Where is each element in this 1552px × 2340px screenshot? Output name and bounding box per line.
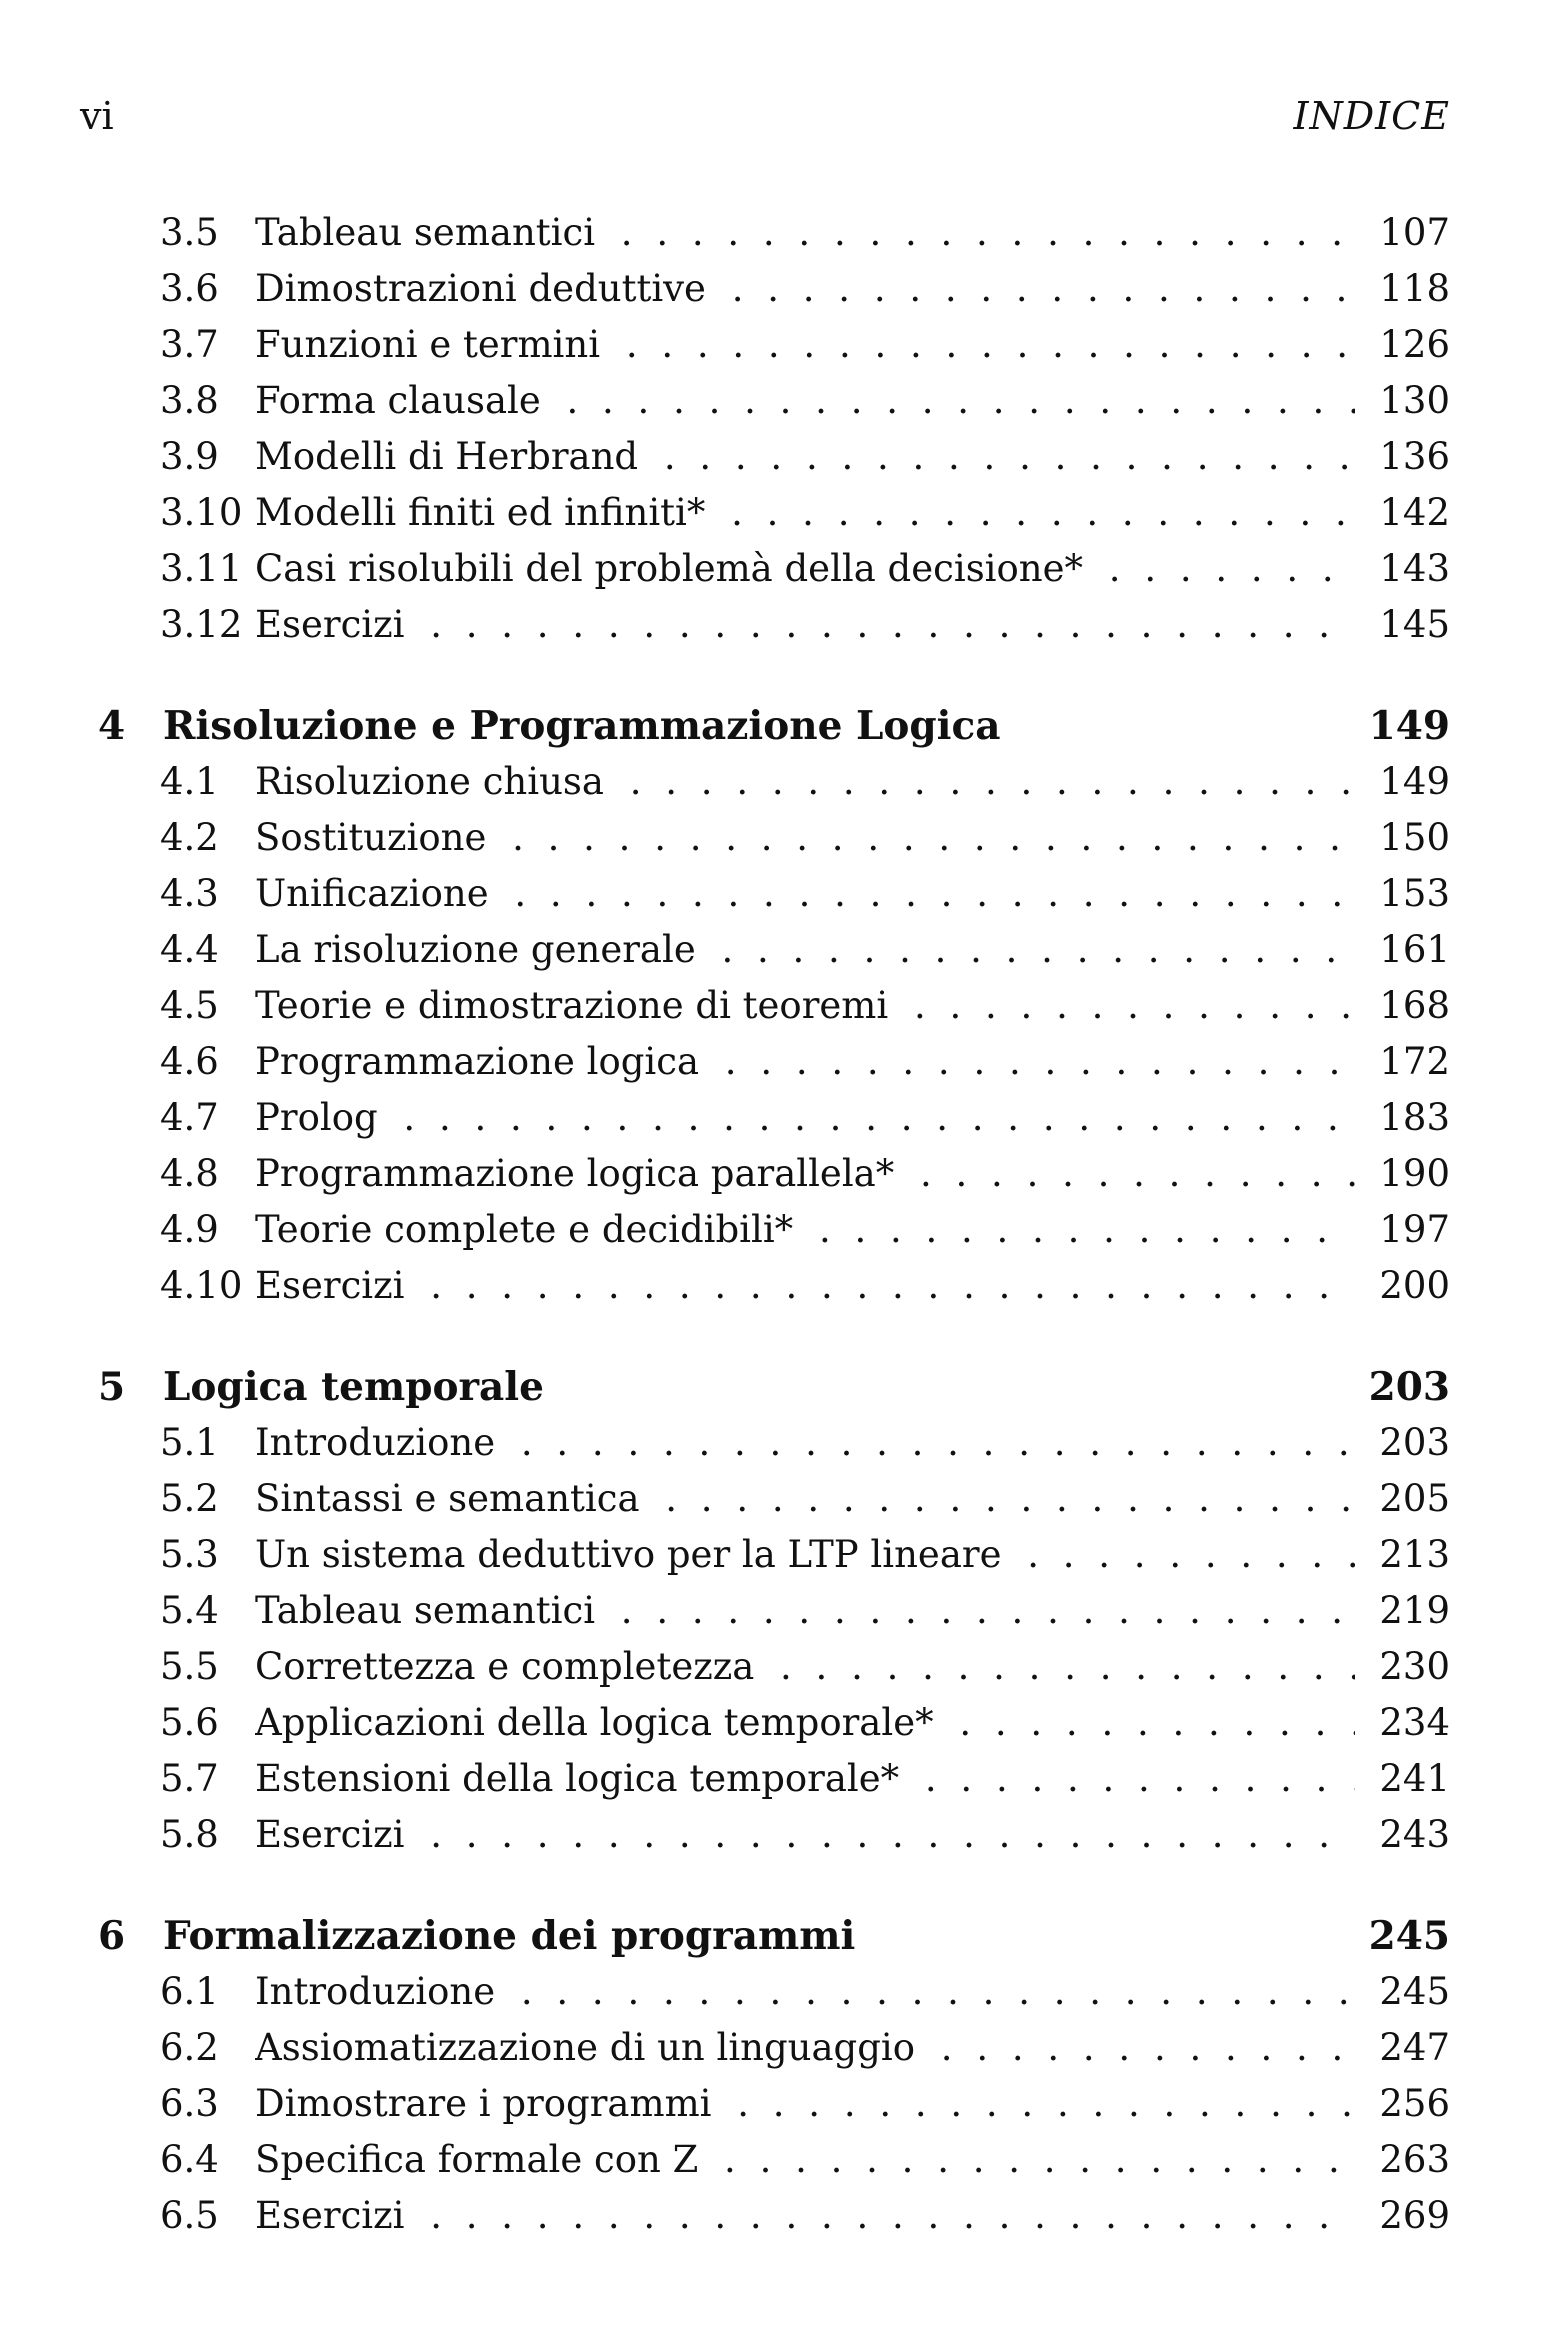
section-page: 150 (1379, 816, 1450, 859)
section-page: 130 (1379, 379, 1450, 422)
toc-entry[interactable] (95, 373, 1450, 429)
toc-chapter[interactable] (95, 1359, 1450, 1415)
section-number: 4.2 (160, 816, 219, 859)
section-page: 118 (1379, 267, 1450, 310)
section-page: 269 (1379, 2194, 1450, 2237)
section-title: Applicazioni della logica temporale* (255, 1701, 942, 1744)
chapter-page: 203 (1368, 1364, 1450, 1410)
section-title-wrap (255, 373, 1355, 429)
section-number: 4.5 (160, 984, 219, 1027)
toc-entry[interactable] (95, 1090, 1450, 1146)
section-title-wrap (255, 2132, 1355, 2188)
section-title-wrap (255, 541, 1355, 597)
toc-entry[interactable] (95, 1639, 1450, 1695)
section-page: 197 (1379, 1208, 1450, 1251)
section-title: Risoluzione chiusa (255, 760, 612, 803)
section-page: 145 (1379, 603, 1450, 646)
section-title: Introduzione (255, 1421, 503, 1464)
section-page: 263 (1379, 2138, 1450, 2181)
page-number: vi (80, 94, 114, 138)
section-title: Specifica formale con Z (255, 2138, 706, 2181)
toc-entry[interactable] (95, 205, 1450, 261)
section-title: Prolog (255, 1096, 386, 1139)
section-number: 3.6 (160, 267, 219, 310)
section-number: 5.4 (160, 1589, 219, 1632)
section-page: 143 (1379, 547, 1450, 590)
chapter-page: 149 (1368, 703, 1450, 749)
section-number: 5.7 (160, 1757, 219, 1800)
chapter-title: Risoluzione e Programmazione Logica (163, 703, 1001, 749)
section-number: 5.5 (160, 1645, 219, 1688)
section-number: 4.9 (160, 1208, 219, 1251)
section-number: 4.7 (160, 1096, 219, 1139)
section-page: 200 (1379, 1264, 1450, 1307)
section-number: 6.5 (160, 2194, 219, 2237)
section-number: 6.3 (160, 2082, 219, 2125)
toc-entry[interactable] (95, 2132, 1450, 2188)
section-title: Introduzione (255, 1970, 503, 2013)
section-title: Modelli di Herbrand (255, 435, 646, 478)
section-page: 203 (1379, 1421, 1450, 1464)
section-title-wrap (255, 1964, 1355, 2020)
section-title-wrap (255, 1258, 1355, 1314)
section-page: 172 (1379, 1040, 1450, 1083)
section-title-wrap (255, 1583, 1355, 1639)
section-title: Unificazione (255, 872, 497, 915)
section-title-wrap (255, 1751, 1355, 1807)
section-number: 3.5 (160, 211, 219, 254)
toc-entry[interactable] (95, 1527, 1450, 1583)
toc-entry[interactable] (95, 317, 1450, 373)
section-page: 230 (1379, 1645, 1450, 1688)
section-title: Casi risolubili del problemà della decisione* (255, 547, 1091, 590)
running-title: INDICE (1293, 94, 1450, 138)
chapter-number: 4 (98, 703, 126, 749)
section-title: Sostituzione (255, 816, 494, 859)
table-of-contents (95, 205, 1450, 2244)
section-title: Forma clausale (255, 379, 549, 422)
section-number: 3.11 (160, 547, 243, 590)
section-number: 4.8 (160, 1152, 219, 1195)
section-title: Esercizi (255, 1813, 412, 1856)
toc-entry[interactable] (95, 485, 1450, 541)
section-title-wrap (255, 1202, 1355, 1258)
toc-entry[interactable] (95, 1034, 1450, 1090)
section-title: Correttezza e completezza (255, 1645, 762, 1688)
section-page: 136 (1379, 435, 1450, 478)
section-title-wrap (255, 1807, 1355, 1863)
toc-entry[interactable] (95, 2188, 1450, 2244)
section-number: 4.3 (160, 872, 219, 915)
chapter-page: 245 (1368, 1913, 1450, 1959)
section-title-wrap (255, 2076, 1355, 2132)
section-title-wrap (255, 485, 1355, 541)
section-title: Sintassi e semantica (255, 1477, 648, 1520)
chapter-title: Formalizzazione dei programmi (163, 1913, 856, 1959)
section-title-wrap (255, 1146, 1355, 1202)
chapter-number: 5 (98, 1364, 126, 1410)
section-page: 168 (1379, 984, 1450, 1027)
section-page: 107 (1379, 211, 1450, 254)
section-title: Modelli finiti ed infiniti* (255, 491, 713, 534)
section-title: Assiomatizzazione di un linguaggio (255, 2026, 923, 2069)
toc-entry[interactable] (95, 1258, 1450, 1314)
section-title-wrap (255, 261, 1355, 317)
section-title: Dimostrazioni deduttive (255, 267, 714, 310)
section-title-wrap (255, 1471, 1355, 1527)
section-number: 3.8 (160, 379, 219, 422)
section-number: 5.8 (160, 1813, 219, 1856)
section-title-wrap (255, 429, 1355, 485)
section-page: 142 (1379, 491, 1450, 534)
section-title-wrap (255, 810, 1355, 866)
section-page: 161 (1379, 928, 1450, 971)
section-page: 245 (1379, 1970, 1450, 2013)
section-number: 4.4 (160, 928, 219, 971)
toc-entry[interactable] (95, 597, 1450, 653)
section-title-wrap (255, 2188, 1355, 2244)
chapter-title: Logica temporale (163, 1364, 544, 1410)
section-page: 256 (1379, 2082, 1450, 2125)
section-title-wrap (255, 1695, 1355, 1751)
section-title: Dimostrare i programmi (255, 2082, 719, 2125)
section-number: 5.6 (160, 1701, 219, 1744)
section-title-wrap (255, 1090, 1355, 1146)
toc-chapter[interactable] (95, 1908, 1450, 1964)
section-page: 241 (1379, 1757, 1450, 1800)
chapter-number: 6 (98, 1913, 126, 1959)
section-number: 3.10 (160, 491, 243, 534)
section-title: Tableau semantici (255, 211, 603, 254)
toc-entry[interactable] (95, 1751, 1450, 1807)
section-number: 6.1 (160, 1970, 219, 2013)
section-title-wrap (255, 866, 1355, 922)
section-page: 183 (1379, 1096, 1450, 1139)
section-title-wrap (255, 317, 1355, 373)
section-number: 4.10 (160, 1264, 243, 1307)
section-title-wrap (255, 597, 1355, 653)
toc-chapter[interactable] (95, 698, 1450, 754)
section-title: Tableau semantici (255, 1589, 603, 1632)
section-title: Teorie complete e decidibili* (255, 1208, 801, 1251)
section-title-wrap (255, 922, 1355, 978)
toc-entry[interactable] (95, 1471, 1450, 1527)
section-page: 149 (1379, 760, 1450, 803)
running-head (80, 94, 1450, 142)
section-title: Funzioni e termini (255, 323, 608, 366)
toc-entry[interactable] (95, 2020, 1450, 2076)
toc-entry[interactable] (95, 1146, 1450, 1202)
section-title: Teorie e dimostrazione di teoremi (255, 984, 896, 1027)
section-number: 4.6 (160, 1040, 219, 1083)
toc-entry[interactable] (95, 754, 1450, 810)
section-page: 205 (1379, 1477, 1450, 1520)
section-title-wrap (255, 1415, 1355, 1471)
section-title: Un sistema deduttivo per la LTP lineare (255, 1533, 1009, 1576)
section-title: Estensioni della logica temporale* (255, 1757, 907, 1800)
section-title: Programmazione logica (255, 1040, 707, 1083)
section-title-wrap (255, 754, 1355, 810)
toc-entry[interactable] (95, 978, 1450, 1034)
section-page: 243 (1379, 1813, 1450, 1856)
section-number: 5.1 (160, 1421, 219, 1464)
section-page: 247 (1379, 2026, 1450, 2069)
section-number: 5.3 (160, 1533, 219, 1576)
section-title-wrap (255, 205, 1355, 261)
toc-entry[interactable] (95, 541, 1450, 597)
section-title: Esercizi (255, 1264, 412, 1307)
section-title-wrap (255, 2020, 1355, 2076)
toc-entry[interactable] (95, 866, 1450, 922)
section-title-wrap (255, 1639, 1355, 1695)
toc-entry[interactable] (95, 810, 1450, 866)
section-title: La risoluzione generale (255, 928, 704, 971)
toc-entry[interactable] (95, 1807, 1450, 1863)
toc-entry[interactable] (95, 1202, 1450, 1258)
section-title-wrap (255, 1527, 1355, 1583)
section-page: 234 (1379, 1701, 1450, 1744)
section-number: 3.9 (160, 435, 219, 478)
section-number: 5.2 (160, 1477, 219, 1520)
section-title-wrap (255, 1034, 1355, 1090)
section-page: 126 (1379, 323, 1450, 366)
toc-entry[interactable] (95, 922, 1450, 978)
section-title-wrap (255, 978, 1355, 1034)
section-page: 219 (1379, 1589, 1450, 1632)
section-page: 213 (1379, 1533, 1450, 1576)
section-page: 153 (1379, 872, 1450, 915)
section-number: 4.1 (160, 760, 219, 803)
section-number: 3.12 (160, 603, 243, 646)
section-page: 190 (1379, 1152, 1450, 1195)
toc-entry[interactable] (95, 1695, 1450, 1751)
section-number: 6.2 (160, 2026, 219, 2069)
section-number: 6.4 (160, 2138, 219, 2181)
toc-entry[interactable] (95, 261, 1450, 317)
section-number: 3.7 (160, 323, 219, 366)
toc-entry[interactable] (95, 1964, 1450, 2020)
toc-entry[interactable] (95, 429, 1450, 485)
toc-entry[interactable] (95, 2076, 1450, 2132)
section-title: Programmazione logica parallela* (255, 1152, 902, 1195)
toc-entry[interactable] (95, 1415, 1450, 1471)
section-title: Esercizi (255, 603, 412, 646)
toc-entry[interactable] (95, 1583, 1450, 1639)
section-title: Esercizi (255, 2194, 412, 2237)
